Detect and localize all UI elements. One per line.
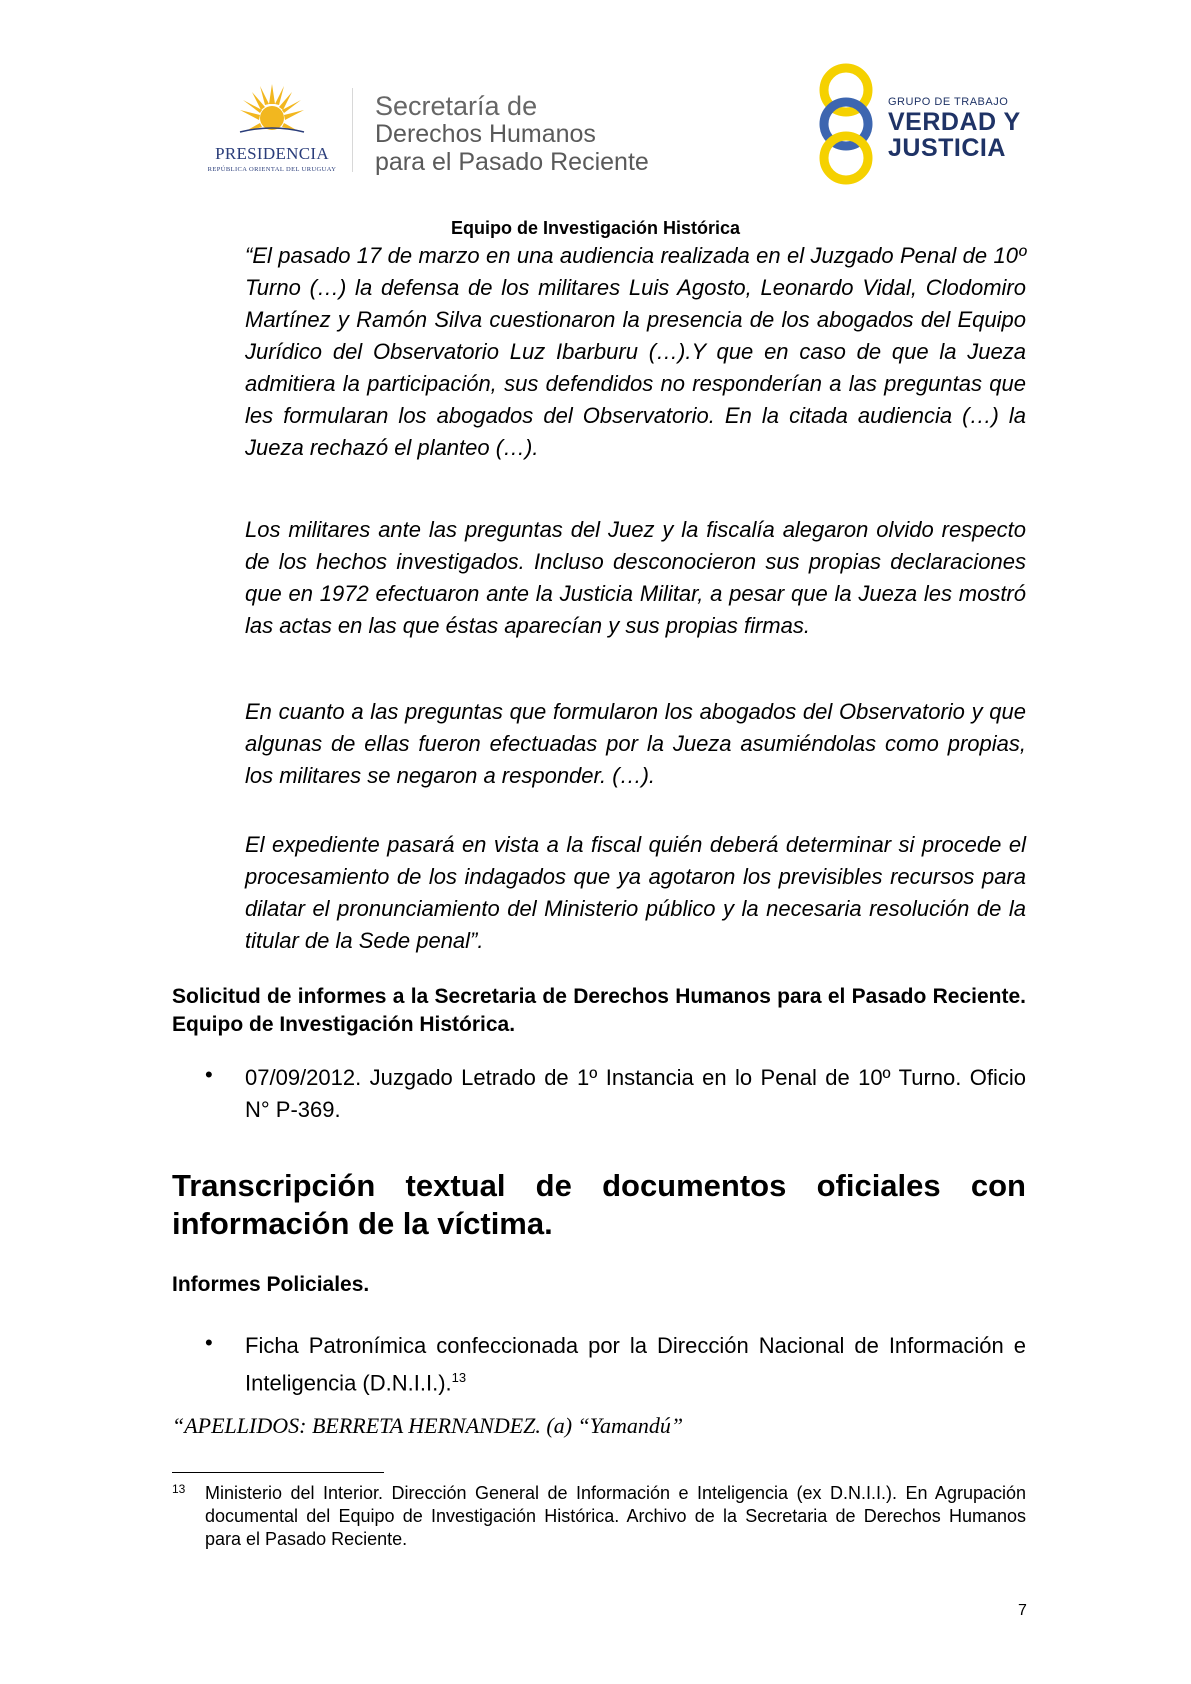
quote-paragraph: En cuanto a las preguntas que formularon los abogados del Observatorio y que algunas de ellas fueron efectuadas por la Jueza asumiéndolas como propias, los militares se negaron a responder. (…). [245, 699, 1026, 788]
footnote-number: 13 [172, 1482, 186, 1496]
solicitud-heading: Solicitud de informes a la Secretaria de Derechos Humanos para el Pasado Reciente. Equipo de Investigación Histórica. [172, 985, 1026, 1036]
rings-logo-icon [812, 62, 888, 186]
quote-paragraph: El expediente pasará en vista a la fiscal quién deberá determinar si procede el procesamiento de los indagados que ya agotaron los previsibles recursos para dilatar el pronunciamiento del Ministerio público y la necesaria resolución de la titular de la Sede penal”. [245, 832, 1026, 953]
presidencia-logo [196, 82, 348, 178]
secretaria-line3: para el Pasado Reciente [375, 148, 649, 176]
ficha-bullet [245, 1330, 1026, 1399]
gtvj-justicia-text: JUSTICIA [888, 134, 1006, 162]
presidencia-subtitle: REPÚBLICA ORIENTAL DEL URUGUAY [207, 166, 337, 173]
section-title: Transcripción textual de documentos oficiales con información de la víctima. [172, 1168, 1026, 1241]
apellidos-line: “APELLIDOS: BERRETA HERNANDEZ. (a) “Yamandú” [172, 1413, 684, 1438]
secretaria-line2: Derechos Humanos [375, 120, 596, 148]
ficha-bullet-text: Ficha Patronímica confeccionada por la Dirección Nacional de Información e Inteligencia (D.N.I.I.). [245, 1333, 1026, 1396]
quote-paragraph: “El pasado 17 de marzo en una audiencia realizada en el Juzgado Penal de 10º Turno (…) la defensa de los militares Luis Agosto, Leonardo Vidal, Clodomiro Martínez y Ramón Silva cuestionaron la presencia de los abogados del Equipo Jurídico del Observatorio Luz Ibarburu (…).Y que en caso de que la Jueza admitiera la participación, sus defendidos no responderían a las preguntas que les formularan los abogados del Observatorio. En la citada audiencia (…) la Jueza rechazó el planteo (…). [245, 243, 1026, 460]
secretaria-logo [375, 92, 649, 176]
quote-paragraph: Los militares ante las preguntas del Juez y la fiscalía alegaron olvido respecto de los hechos investigados. Incluso desconocieron sus propias declaraciones que en 1972 efectuaron ante la Justicia Militar, a pesar que la Jueza les mostró las actas en las que éstas aparecían y sus propias firmas. [245, 517, 1026, 638]
gtvj-verdad-text: VERDAD Y [888, 108, 1021, 136]
footnote-ref: 13 [451, 1370, 467, 1385]
bullet-marker: • [205, 1062, 213, 1087]
logo-divider [352, 88, 353, 172]
grupo-verdad-justicia-logo [812, 62, 1022, 186]
presidencia-word: PRESIDENCIA [215, 144, 329, 163]
solicitud-bullet-text: 07/09/2012. Juzgado Letrado de 1º Instancia en lo Penal de 10º Turno. Oficio N° P-369. [245, 1065, 1026, 1122]
footnote-text: Ministerio del Interior. Dirección General de Información e Inteligencia (ex D.N.I.I.). En Agrupación documental del Equipo de Investigación Histórica. Archivo de la Secretaria de Derechos Humanos para el Pasado Reciente. [205, 1483, 1026, 1549]
bullet-marker: • [205, 1330, 213, 1355]
header-subtitle: Equipo de Investigación Histórica [450, 218, 741, 238]
gtvj-small-text: GRUPO DE TRABAJO [888, 96, 1009, 108]
footnote-rule [172, 1472, 384, 1473]
section-subtitle: Informes Policiales. [172, 1273, 370, 1296]
page-number: 7 [1018, 1602, 1027, 1619]
sun-emblem-icon [238, 82, 306, 144]
secretaria-line1: Secretaría de [375, 91, 538, 121]
